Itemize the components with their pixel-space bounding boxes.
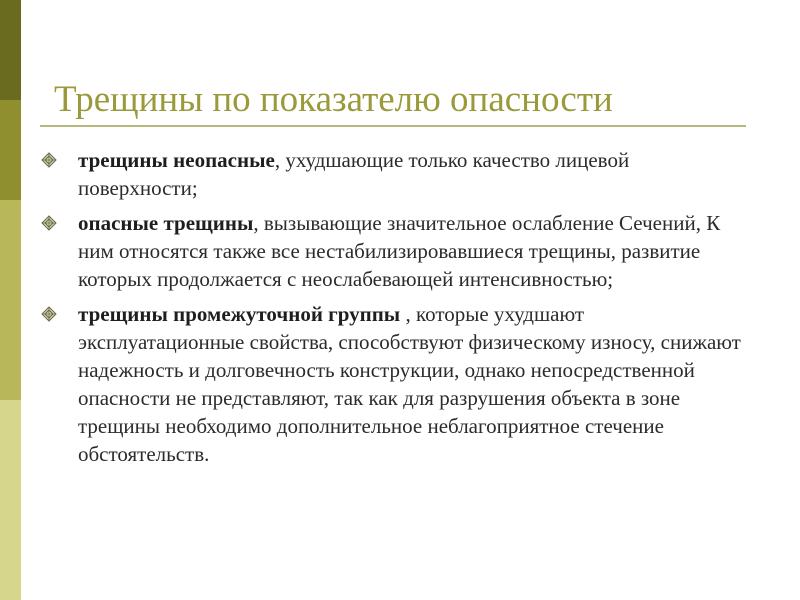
band-segment-4 bbox=[0, 400, 21, 600]
bullet-text: , ухудшающие только качество лицевой поверхности; bbox=[78, 148, 630, 200]
diamond-bullet-icon bbox=[41, 306, 57, 322]
bullet-item-2 bbox=[41, 209, 741, 293]
band-segment-2 bbox=[0, 100, 21, 200]
bullet-bold-term: трещины неопасные bbox=[78, 148, 275, 172]
bullet-item-3 bbox=[41, 300, 741, 468]
slide-title: Трещины по показателю опасности bbox=[54, 79, 613, 120]
bullet-text: , которые ухудшают эксплуатационные свойства, способствуют физическому износу, снижают надежность и долговечность конструкции, однако непосредственной опасности не представляют, так как для разрушения объекта в зоне трещины необходимо дополнительное неблагоприятное стечение обстоятельств. bbox=[78, 302, 741, 466]
bullet-item-1 bbox=[41, 146, 741, 202]
side-color-band bbox=[0, 0, 21, 600]
title-divider bbox=[40, 125, 746, 127]
band-segment-3 bbox=[0, 200, 21, 400]
diamond-bullet-icon bbox=[41, 215, 57, 231]
bullet-list bbox=[41, 146, 741, 475]
bullet-bold-term: трещины промежуточной группы bbox=[78, 302, 401, 326]
band-segment-1 bbox=[0, 0, 21, 100]
bullet-text: , вызывающие значительное ослабление Сечений, К ним относятся также все нестабилизировавшиеся трещины, развитие которых продолжается с неослабевающей интенсивностью; bbox=[78, 211, 721, 291]
bullet-bold-term: опасные трещины bbox=[78, 211, 254, 235]
diamond-bullet-icon bbox=[41, 152, 57, 168]
